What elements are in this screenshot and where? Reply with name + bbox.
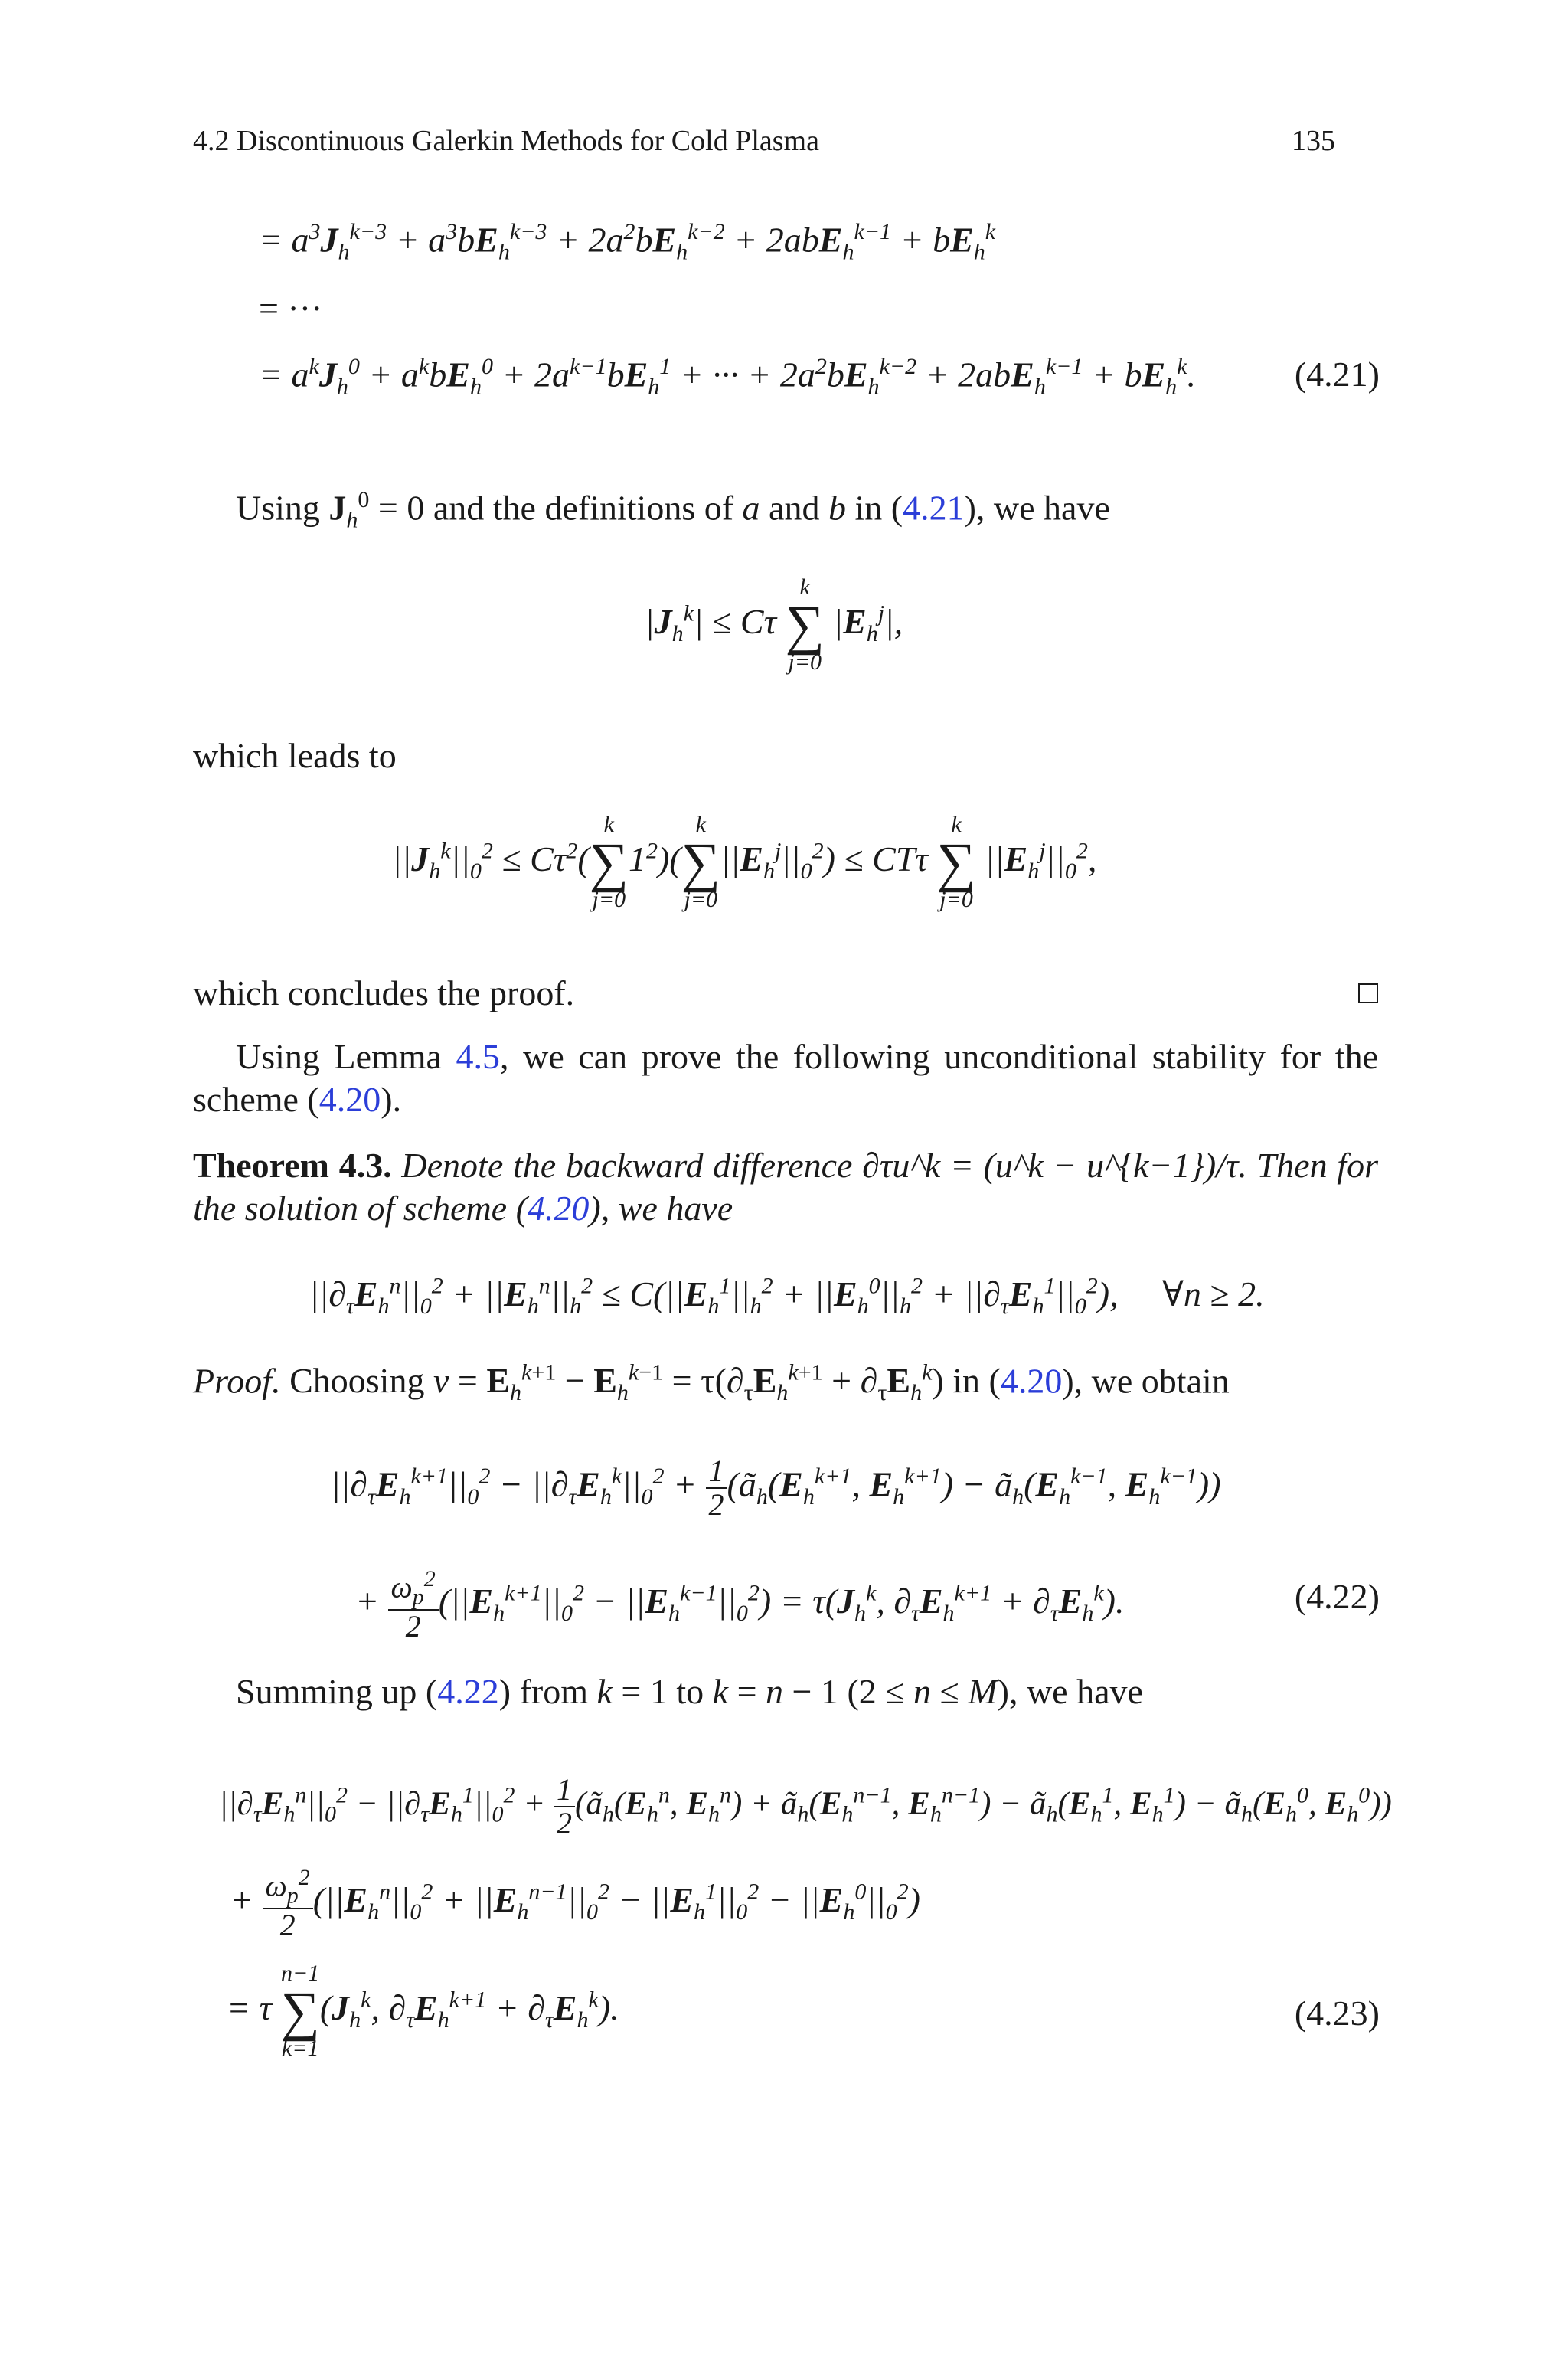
using-mid: = 0 and the definitions of (369, 488, 743, 528)
ref-link-422[interactable]: 4.22 (437, 1672, 499, 1711)
using-and: and (760, 488, 828, 528)
fraction: $\frac{1}{2}$ (554, 1774, 575, 1840)
eq-421-line-2: = ··· (259, 289, 323, 328)
ref-link-420[interactable]: 4.20 (318, 1080, 381, 1119)
var-a: a (742, 488, 760, 528)
summing-pre: Summing up ( (236, 1672, 438, 1711)
lemma-post: ). (381, 1080, 402, 1119)
sum-symbol: k ∑ j=0 (589, 812, 629, 913)
eq-423-line-1: $||\partial_\tau E_h^n||_0^2 - ||\partial_\tau E_h^1||_0^2$ + $\frac{1}{2}$ ($ã_h(E_h^n$, $E_h^n$) + $ã_h(E_h^{n-1}$, $E_h^{n-1}$) − $ã_h(E_h^1$, $E_h^1$) − $ã_h(E_h^0$, $E_h^0$)) (219, 1772, 1392, 1840)
theorem-4-3 (193, 1144, 1378, 1230)
sum-symbol: n−1 ∑ k=1 (280, 1961, 320, 2062)
proof-post: ), we obtain (1062, 1361, 1230, 1401)
eq-422-line-2: + $\frac{\omega_p^2}{2}$ $(||E_h^{k+1}||_0^2 - ||E_h^{k-1}||_0^2) = \tau(J_h^k$, $\partial_\tau E_h^{k+1} + \partial_\tau E_h^k$). (355, 1566, 1125, 1644)
var-b: b (828, 488, 846, 528)
eq-421-line-1: = $a^3J_h^{k-3} + a^3bE_h^{k-3} + 2a^2bE_h^{k-2} + 2abE_h^{k-1} + bE_h^k$ (259, 219, 996, 265)
sum-symbol: k ∑ j=0 (785, 574, 825, 675)
ref-link-421[interactable]: 4.21 (903, 488, 965, 528)
eq-theorem-inequality: $||\partial_\tau E_h^n||_0^2 + ||E_h^n||_h^2 \le C(||E_h^1||_h^2 + ||E_h^0||_h^2 + ||\partial_\tau E_h^1||_0^2)$, ∀n ≥ 2. (309, 1273, 1265, 1320)
proof-text: Choosing $v = E_h^{k+1} - E_h^{k-1} = \tau(\partial_\tau E_h^{k+1} + \partial_\tau E_h^k)$ in ( (289, 1360, 1001, 1406)
equation-number-423: (4.23) (1294, 1994, 1380, 2033)
theorem-label: Theorem 4.3. (193, 1146, 392, 1185)
eq-423-line-3: = τ n−1 ∑ k=1 ($J_h^k$, $\partial_\tau E_h^{k+1} + \partial_\tau E_h^k$). (227, 1961, 619, 2062)
ref-link-lemma-4-5[interactable]: 4.5 (456, 1037, 501, 1076)
theorem-body-2: ), we have (589, 1189, 733, 1228)
equation-number-421: (4.21) (1294, 355, 1380, 394)
lemma-mid: , we can prove the following unconditional stability for the scheme ( (193, 1037, 1378, 1119)
summing-paragraph (236, 1671, 1143, 1712)
proof-paragraph (193, 1360, 1230, 1407)
page-number: 135 (1292, 125, 1335, 157)
eq-422-line-1: $||\partial_\tau E_h^{k+1}||_0^2 - ||\partial_\tau E_h^k||_0^2$ + $\frac{1}{2}$ ($ã_h(E_h^{k+1}$, $E_h^{k+1}$) − $ã_h(E_h^{k-1}$, $E_h^{k-1}$)) (331, 1454, 1221, 1522)
fraction: $\frac{\omega_p^2}{2}$ (263, 1866, 313, 1941)
ref-link-proof-420[interactable]: 4.20 (1000, 1361, 1063, 1401)
sum-symbol: k ∑ j=0 (936, 812, 976, 913)
fraction: $\frac{\omega_p^2}{2}$ (388, 1567, 439, 1643)
which-concludes-text: which concludes the proof. (193, 973, 575, 1012)
qed-box-icon (1358, 983, 1378, 1003)
eq-421-line-3: = $a^kJ_h^0 + a^kbE_h^0 + 2a^{k-1}bE_h^1$ + ··· + $2a^2bE_h^{k-2} + 2abE_h^{k-1} + bE_h^k$. (259, 354, 1196, 400)
lemma-pre: Using Lemma (236, 1037, 456, 1076)
using-post: ), we have (964, 488, 1110, 528)
running-header (193, 124, 1375, 167)
which-leads-text: which leads to (193, 736, 397, 775)
section-title: 4.2 Discontinuous Galerkin Methods for Cold Plasma (193, 125, 819, 157)
lemma-paragraph (193, 1035, 1378, 1121)
using-paragraph: Using $J_h^0 = 0$ and the definitions of a and b in (4.21), we have (236, 487, 1110, 533)
ref-link-theorem-420[interactable]: 4.20 (527, 1189, 590, 1228)
eq-423-line-2: + $\frac{\omega_p^2}{2}$ $(||E_h^n||_0^2 + ||E_h^{n-1}||_0^2 - ||E_h^1||_0^2 - ||E_h^0||_0^2)$ (230, 1865, 920, 1942)
sum-symbol: k ∑ j=0 (681, 812, 720, 913)
fraction: $\frac{1}{2}$ (706, 1455, 727, 1521)
eq-j-bound: $|J_h^k| \le C\tau$ k ∑ j=0 $|E_h^j|$, (645, 574, 903, 675)
eq-j-norm: $||J_h^k||_0^2 \le C\tau^2$( k ∑ j=0 $1^2$)( k ∑ j=0 $||E_h^j||_0^2) \le CT\tau$ k ∑ j=0 $||E_h^j||_0^2$, (392, 812, 1097, 913)
summing-post-formatted: ) from k = 1 to k = n − 1 (2 ≤ n ≤ M), we have (498, 1672, 1143, 1711)
theorem-body-1: Denote the backward difference ∂τu^k = (u^k − u^{k−1})/τ. Then for the solution of scheme ( (193, 1146, 1378, 1228)
using-pre: Using (236, 488, 329, 528)
proof-label: Proof. (193, 1361, 281, 1401)
equation-number-422: (4.22) (1294, 1577, 1380, 1616)
using-in: in ( (845, 488, 903, 528)
